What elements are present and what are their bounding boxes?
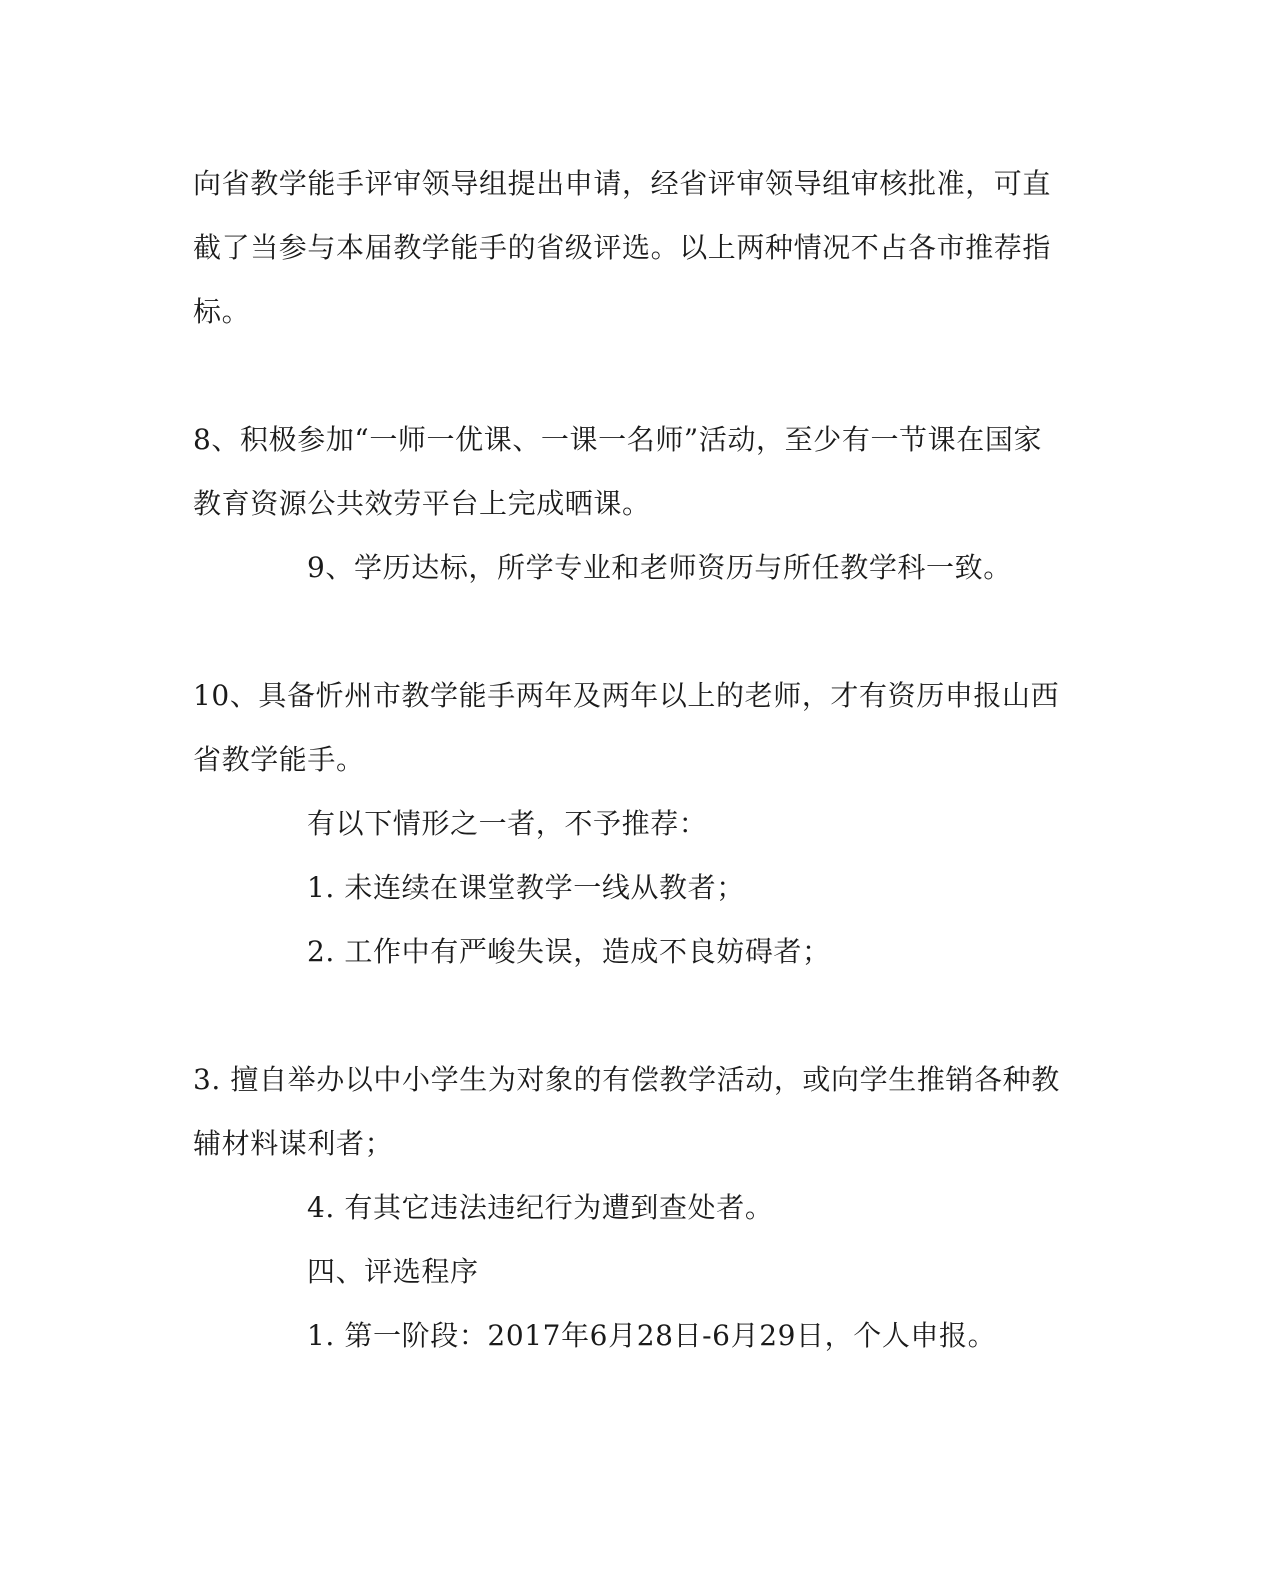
paragraph-line: 截了当参与本届教学能手的省级评选。以上两种情况不占各市推荐指	[193, 231, 1052, 264]
paragraph-line: 8、积极参加“一师一优课、一课一名师”活动，至少有一节课在国家	[193, 423, 1043, 456]
paragraph-line: 教育资源公共效劳平台上完成晒课。	[193, 487, 651, 520]
paragraph-line: 向省教学能手评审领导组提出申请，经省评审领导组审核批准，可直	[193, 167, 1052, 200]
list-item: 1. 未连续在课堂教学一线从教者；	[307, 871, 745, 904]
paragraph-line: 辅材料谋利者；	[193, 1127, 394, 1160]
paragraph-line: 9、学历达标，所学专业和老师资历与所任教学科一致。	[307, 551, 1012, 584]
section-heading: 四、评选程序	[307, 1255, 479, 1288]
list-item: 2. 工作中有严峻失误，造成不良妨碍者；	[307, 935, 831, 968]
paragraph-line: 标。	[193, 295, 251, 328]
list-item: 4. 有其它违法违纪行为遭到查处者。	[307, 1191, 774, 1224]
list-item: 1. 第一阶段：2017年6月28日-6月29日，个人申报。	[307, 1319, 997, 1352]
paragraph-line: 10、具备忻州市教学能手两年及两年以上的老师，才有资历申报山西	[193, 679, 1060, 712]
paragraph-line: 有以下情形之一者，不予推荐：	[307, 807, 708, 840]
list-item: 3. 擅自举办以中小学生为对象的有偿教学活动，或向学生推销各种教	[193, 1063, 1060, 1096]
paragraph-line: 省教学能手。	[193, 743, 365, 776]
